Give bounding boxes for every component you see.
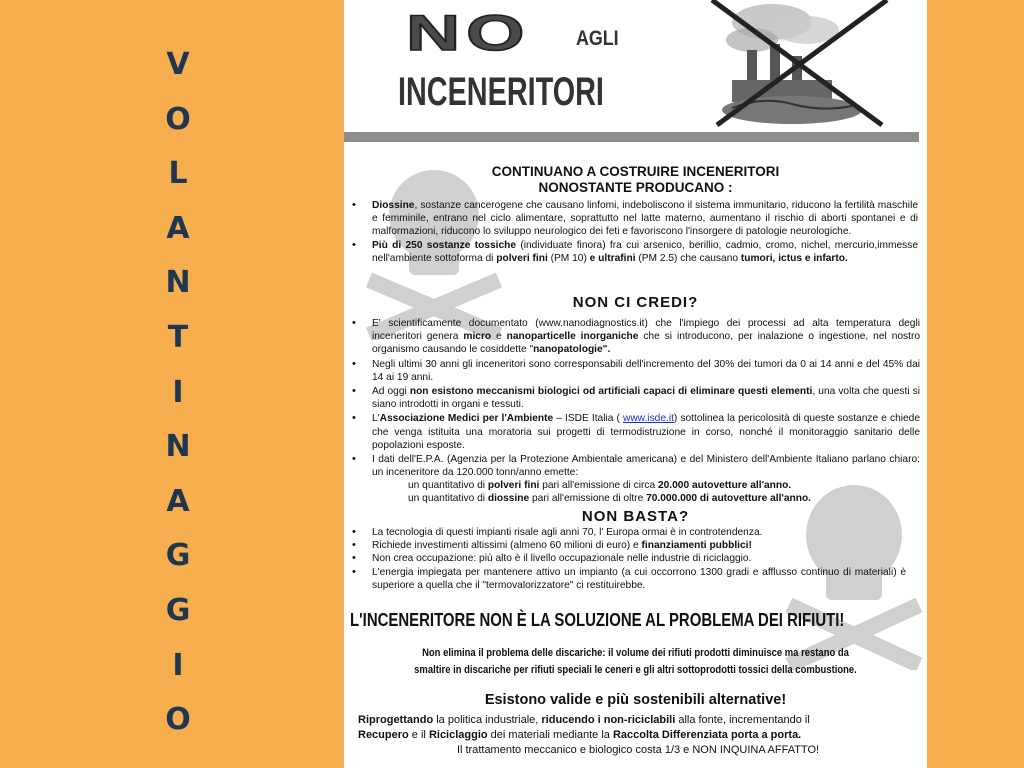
section-title-non-basta: NON BASTA? <box>581 508 690 525</box>
list-item: • Ad oggi non esistono meccanismi biologici od artificiali capaci di eliminare questi elementi, una volta che questi si siano introdotti in organi e tessuti. <box>346 385 920 411</box>
list-item: • E' scientificamente documentato (www.nanodiagnostics.it) che l'impiego dei processi ad alta temperatura degli inceneritori genera micro e nanoparticelle inorganiche che si introducono, per inalazione o ingestione, nel nostro organismo causando le cosiddette "nanopatologie". <box>346 317 920 357</box>
landfill-paragraph: Non elimina il problema delle discariche: il volume dei rifiuti prodotti diminuisce ma restano da smaltire in discariche per rifiuti speciali le ceneri e gli altri sottoprodotti tossici della combustione. <box>414 647 857 676</box>
alternatives-text: Riprogettando la politica industriale, riducendo i non-riciclabili alla fonte, incrementando il Recupero e il Riciclaggio dei materiali mediante la Raccolta Differenziata porta a porta. Il trattamento meccanico e biologico costa 1/3 e NON INQUINA AFFATTO! <box>358 714 820 756</box>
vertical-title-letter: G <box>165 538 191 574</box>
list-item: • Negli ultimi 30 anni gli inceneritori sono corresponsabili dell'incremento del 30% dei tumori da 0 ai 14 anni e del 45% dai 14 ai 19 anni. <box>346 358 920 384</box>
header-rule <box>344 132 919 142</box>
section-title-non-ci-credi: NON CI CREDI? <box>572 294 699 311</box>
vertical-title-letter: T <box>167 319 189 355</box>
vertical-title-letter: O <box>165 702 191 738</box>
vertical-title-letter: V <box>166 47 190 82</box>
headline-agli: AGLI <box>576 27 619 50</box>
list-harmful-substances <box>346 199 918 265</box>
list-item: • Diossine, sostanze cancerogene che causano linfomi, indeboliscono il sistema immunitario, riducono la fertilità maschile e femminile, entrano nel ciclo alimentare, soprattutto nel latte materno, aumentano il rischio di aborti spontanei e di malformazioni, riducono lo sviluppo neurologico dei feti e favoriscono l'insorgere di patologie neurologiche. <box>346 199 918 239</box>
headline-inceneritori: INCENERITORI <box>398 70 604 114</box>
list-item: • L'energia impiegata per mantenere attivo un impianto (a cui occorrono 1300 gradi e afflusso continuo di materiali) è superiore a quella che il "termovalorizzatore" ci restituirebbe. <box>346 566 906 592</box>
alternatives-title: Esistono valide e più sostenibili alternative! <box>484 692 787 708</box>
vertical-title-letter: L <box>168 156 188 192</box>
vertical-title-letter: A <box>166 210 190 246</box>
flyer-sheet <box>344 0 927 768</box>
list-further-reasons <box>346 526 906 592</box>
crossed-out-factory-icon <box>692 0 907 128</box>
vertical-title-letter: G <box>165 592 191 628</box>
section-title-produce: CONTINUANO A COSTRUIRE INCENERITORI NONOSTANTE PRODUCANO : <box>491 164 780 195</box>
list-evidence <box>346 317 920 506</box>
vertical-title-letter: N <box>165 265 191 301</box>
emission-line: un quantitativo di polveri fini pari all'emissione di circa 20.000 autovetture all'anno. <box>408 480 792 492</box>
list-item: • Più di 250 sostanze tossiche (individuate finora) fra cui arsenico, berillio, cadmio, cromo, nichel, mercurio,immesse nell'ambiente sottoforma di polveri fini (PM 10) e ultrafini (PM 2.5) che causano tumori, ictus e infarto. <box>346 239 918 265</box>
emission-line: un quantitativo di diossine pari all'emissione di oltre 70.000.000 di autovetture all'anno. <box>408 493 811 505</box>
isde-link[interactable]: www.isde.it <box>622 413 674 425</box>
headline-no: NO <box>406 5 531 61</box>
list-item: • L'Associazione Medici per l'Ambiente – ISDE Italia ( www.isde.it) sottolinea la pericolosità di queste sostanze e chiede che venga istituita una moratoria sui progetti di termodistruzione in corso, nonché il monitoraggio sanitario delle popolazioni esposte. <box>346 412 920 452</box>
vertical-title-letter: A <box>166 483 190 519</box>
vertical-title <box>148 38 208 748</box>
main-claim: L'INCENERITORE NON È LA SOLUZIONE AL PROBLEMA DEI RIFIUTI! <box>350 610 845 630</box>
list-item: • Richiede investimenti altissimi (almeno 60 milioni di euro) e finanziamenti pubblici! <box>346 539 906 552</box>
vertical-title-letter: O <box>165 101 191 137</box>
list-item: • I dati dell'E.P.A. (Agenzia per la Protezione Ambientale americana) e del Ministero dell'Ambiente Italiano parlano chiaro: un inceneritore da 120.000 tonn/anno emette: un quantitativo di polveri fini pari all'emissione di circa 20.000 autovetture all'anno. un quantitativo di diossine pari all'emissione di oltre 70.000.000 di autovetture all'anno. <box>346 453 920 505</box>
list-item: • Non crea occupazione: più alto è il livello occupazionale nelle industrie di riciclaggio. <box>346 552 906 565</box>
vertical-title-letter: I <box>172 647 184 683</box>
vertical-title-letter: I <box>172 374 184 410</box>
vertical-title-letter: N <box>165 429 191 465</box>
list-item: • La tecnologia di questi impianti risale agli anni 70, l' Europa ormai è in controtendenza. <box>346 526 906 539</box>
